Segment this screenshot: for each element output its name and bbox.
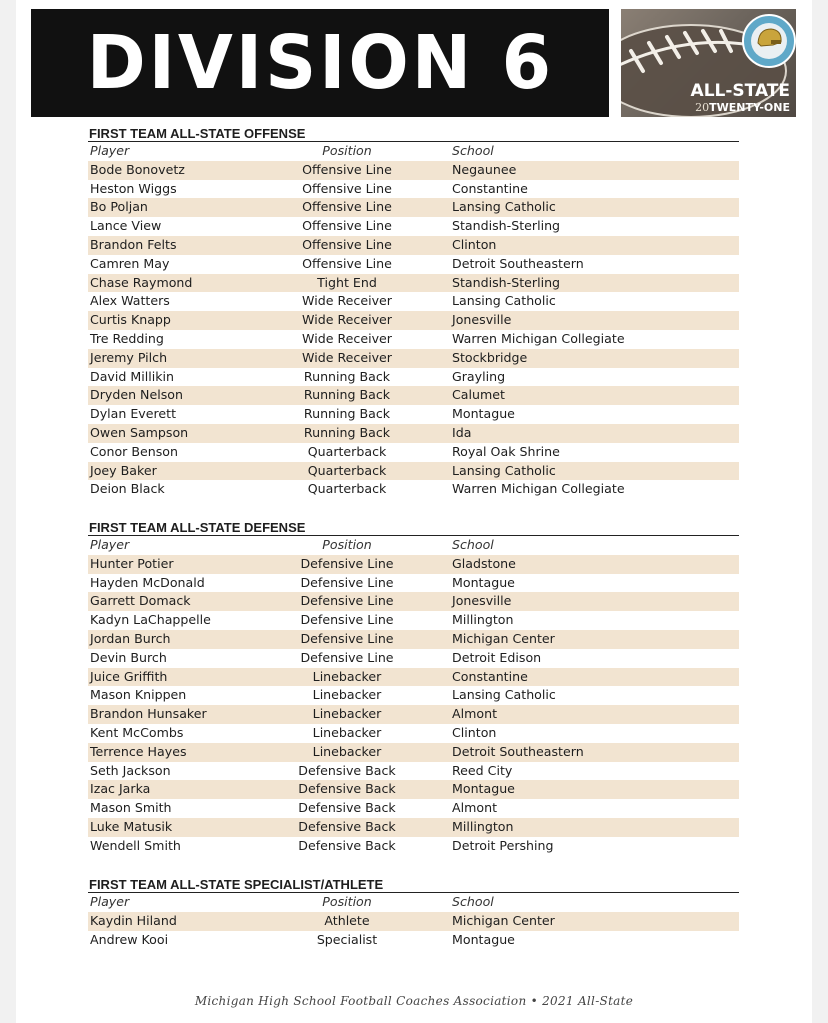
player-position: Linebacker xyxy=(312,724,382,740)
player-position: Quarterback xyxy=(307,443,387,459)
player-position: Defensive Line xyxy=(300,612,394,628)
table-row xyxy=(88,217,739,236)
player-school: Stockbridge xyxy=(452,349,528,365)
table-row xyxy=(88,912,739,931)
player-school: Grayling xyxy=(452,368,506,384)
player-name: Luke Matusik xyxy=(90,818,173,834)
player-school: Lansing Catholic xyxy=(452,293,556,309)
player-position: Defensive Back xyxy=(298,837,396,853)
table-row xyxy=(88,424,739,443)
player-school: Negaunee xyxy=(452,161,517,177)
player-name: Kent McCombs xyxy=(90,724,184,740)
player-school: Jonesville xyxy=(452,312,512,328)
column-header-position: Position xyxy=(322,894,372,909)
player-name: Terrence Hayes xyxy=(90,743,187,759)
table-row xyxy=(88,330,739,349)
player-school: Lansing Catholic xyxy=(452,687,556,703)
player-school: Constantine xyxy=(452,668,528,684)
table-row xyxy=(88,818,739,837)
column-header-school: School xyxy=(452,143,494,158)
table-row xyxy=(88,931,739,950)
player-name: Dylan Everett xyxy=(90,406,177,422)
player-name: Hayden McDonald xyxy=(90,574,205,590)
player-position: Running Back xyxy=(303,387,391,403)
player-position: Linebacker xyxy=(312,668,382,684)
player-school: Ida xyxy=(452,424,472,440)
player-position: Defensive Line xyxy=(300,593,394,609)
player-name: Devin Burch xyxy=(90,649,167,665)
player-school: Almont xyxy=(452,800,498,816)
player-name: Kaydin Hiland xyxy=(90,912,177,928)
player-school: Calumet xyxy=(452,387,505,403)
player-position: Wide Receiver xyxy=(302,330,392,346)
player-name: Bode Bonovetz xyxy=(90,161,185,177)
player-position: Offensive Line xyxy=(302,180,392,196)
player-name: Chase Raymond xyxy=(90,274,193,290)
table-row xyxy=(88,405,739,424)
table-row xyxy=(88,462,739,481)
player-name: Brandon Hunsaker xyxy=(90,706,207,722)
player-position: Offensive Line xyxy=(302,236,392,252)
table-row xyxy=(88,349,739,368)
player-name: Deion Black xyxy=(90,481,165,497)
player-name: Hunter Potier xyxy=(90,555,174,571)
table-row xyxy=(88,555,739,574)
logo-year: 20 xyxy=(695,101,710,114)
player-school: Michigan Center xyxy=(452,630,555,646)
player-position: Wide Receiver xyxy=(302,293,392,309)
column-header-position: Position xyxy=(322,537,372,552)
column-header-player: Player xyxy=(90,143,130,158)
table-row xyxy=(88,236,739,255)
player-position: Defensive Line xyxy=(300,555,394,571)
table-row xyxy=(88,724,739,743)
table-row xyxy=(88,630,739,649)
player-name: Mason Smith xyxy=(90,800,172,816)
player-position: Linebacker xyxy=(312,687,382,703)
player-position: Running Back xyxy=(303,368,391,384)
player-position: Linebacker xyxy=(312,743,382,759)
table-row xyxy=(88,386,739,405)
page-title: DIVISION 6 xyxy=(86,20,554,106)
player-name: Curtis Knapp xyxy=(90,312,171,328)
player-school: Lansing Catholic xyxy=(452,199,556,215)
player-name: Brandon Felts xyxy=(90,236,177,252)
table-row xyxy=(88,799,739,818)
player-school: Montague xyxy=(452,781,515,797)
table-row xyxy=(88,705,739,724)
player-name: Alex Watters xyxy=(90,293,170,309)
player-position: Defensive Back xyxy=(298,781,396,797)
player-name: Tre Redding xyxy=(90,330,164,346)
player-name: Lance View xyxy=(90,218,162,234)
player-name: Garrett Domack xyxy=(90,593,191,609)
player-name: Seth Jackson xyxy=(90,762,171,778)
logo-line-1: ALL-STATE xyxy=(690,81,790,101)
player-name: Andrew Kooi xyxy=(90,931,169,947)
player-name: Owen Sampson xyxy=(90,424,189,440)
roster-section xyxy=(88,520,739,856)
player-position: Offensive Line xyxy=(302,161,392,177)
player-name: David Millikin xyxy=(90,368,174,384)
player-school: Millington xyxy=(452,612,514,628)
table-row xyxy=(88,292,739,311)
table-row xyxy=(88,837,739,856)
player-position: Defensive Line xyxy=(300,649,394,665)
player-name: Juice Griffith xyxy=(90,668,168,684)
player-school: Detroit Pershing xyxy=(452,837,554,853)
table-row xyxy=(88,611,739,630)
table-row xyxy=(88,443,739,462)
table-row xyxy=(88,368,739,387)
player-school: Michigan Center xyxy=(452,912,555,928)
table-row xyxy=(88,480,739,499)
player-position: Offensive Line xyxy=(302,199,392,215)
column-header-row xyxy=(88,536,739,555)
player-school: Lansing Catholic xyxy=(452,462,556,478)
player-name: Jeremy Pilch xyxy=(90,349,168,365)
player-position: Quarterback xyxy=(307,481,387,497)
player-school: Standish-Sterling xyxy=(452,218,561,234)
player-position: Specialist xyxy=(316,931,378,947)
table-row xyxy=(88,574,739,593)
player-position: Running Back xyxy=(303,406,391,422)
player-school: Warren Michigan Collegiate xyxy=(452,330,625,346)
player-name: Dryden Nelson xyxy=(90,387,183,403)
column-header-row xyxy=(88,893,739,912)
player-school: Montague xyxy=(452,931,515,947)
player-school: Jonesville xyxy=(452,593,512,609)
player-name: Kadyn LaChappelle xyxy=(90,612,211,628)
table-row xyxy=(88,686,739,705)
player-school: Constantine xyxy=(452,180,528,196)
player-school: Almont xyxy=(452,706,498,722)
roster-section xyxy=(88,126,739,499)
logo-year-words: TWENTY-ONE xyxy=(709,101,790,114)
player-school: Detroit Edison xyxy=(452,649,542,665)
table-row xyxy=(88,198,739,217)
logo-line-2 xyxy=(691,102,790,113)
player-name: Mason Knippen xyxy=(90,687,187,703)
player-name: Camren May xyxy=(90,255,170,271)
player-name: Wendell Smith xyxy=(90,837,181,853)
player-name: Heston Wiggs xyxy=(90,180,177,196)
logo-text xyxy=(691,83,790,113)
section-title: FIRST TEAM ALL-STATE SPECIALIST/ATHLETE xyxy=(88,877,739,893)
player-position: Offensive Line xyxy=(302,218,392,234)
player-name: Izac Jarka xyxy=(90,781,151,797)
player-name: Conor Benson xyxy=(90,443,178,459)
player-school: Royal Oak Shrine xyxy=(452,443,560,459)
table-row xyxy=(88,161,739,180)
table-row xyxy=(88,668,739,687)
player-position: Running Back xyxy=(303,424,391,440)
player-position: Offensive Line xyxy=(302,255,392,271)
column-header-position: Position xyxy=(322,143,372,158)
player-position: Defensive Back xyxy=(298,800,396,816)
table-row xyxy=(88,592,739,611)
table-row xyxy=(88,649,739,668)
player-position: Tight End xyxy=(317,274,377,290)
section-title: FIRST TEAM ALL-STATE OFFENSE xyxy=(88,126,739,142)
table-row xyxy=(88,180,739,199)
player-position: Defensive Back xyxy=(298,818,396,834)
player-position: Defensive Back xyxy=(298,762,396,778)
player-name: Bo Poljan xyxy=(90,199,148,215)
table-row xyxy=(88,762,739,781)
player-name: Jordan Burch xyxy=(90,630,171,646)
player-position: Linebacker xyxy=(312,706,382,722)
player-school: Warren Michigan Collegiate xyxy=(452,481,625,497)
player-position: Quarterback xyxy=(307,462,387,478)
table-row xyxy=(88,743,739,762)
player-school: Detroit Southeastern xyxy=(452,743,584,759)
player-school: Detroit Southeastern xyxy=(452,255,584,271)
player-school: Reed City xyxy=(452,762,513,778)
table-row xyxy=(88,311,739,330)
player-position: Athlete xyxy=(324,912,370,928)
player-position: Wide Receiver xyxy=(302,312,392,328)
table-row xyxy=(88,274,739,293)
player-school: Millington xyxy=(452,818,514,834)
table-row xyxy=(88,255,739,274)
player-position: Defensive Line xyxy=(300,630,394,646)
footer: Michigan High School Football Coaches Association • 2021 All-State xyxy=(194,994,634,1008)
player-school: Montague xyxy=(452,574,515,590)
all-state-logo xyxy=(621,9,796,117)
player-school: Standish-Sterling xyxy=(452,274,561,290)
column-header-school: School xyxy=(452,894,494,909)
column-header-school: School xyxy=(452,537,494,552)
table-row xyxy=(88,780,739,799)
player-position: Wide Receiver xyxy=(302,349,392,365)
title-banner xyxy=(31,9,609,117)
column-header-row xyxy=(88,142,739,161)
roster-section xyxy=(88,877,739,949)
player-school: Clinton xyxy=(452,236,497,252)
player-name: Joey Baker xyxy=(90,462,157,478)
player-school: Montague xyxy=(452,406,515,422)
player-school: Clinton xyxy=(452,724,497,740)
player-position: Defensive Line xyxy=(300,574,394,590)
section-title: FIRST TEAM ALL-STATE DEFENSE xyxy=(88,520,739,536)
player-school: Gladstone xyxy=(452,555,516,571)
column-header-player: Player xyxy=(90,894,130,909)
column-header-player: Player xyxy=(90,537,130,552)
